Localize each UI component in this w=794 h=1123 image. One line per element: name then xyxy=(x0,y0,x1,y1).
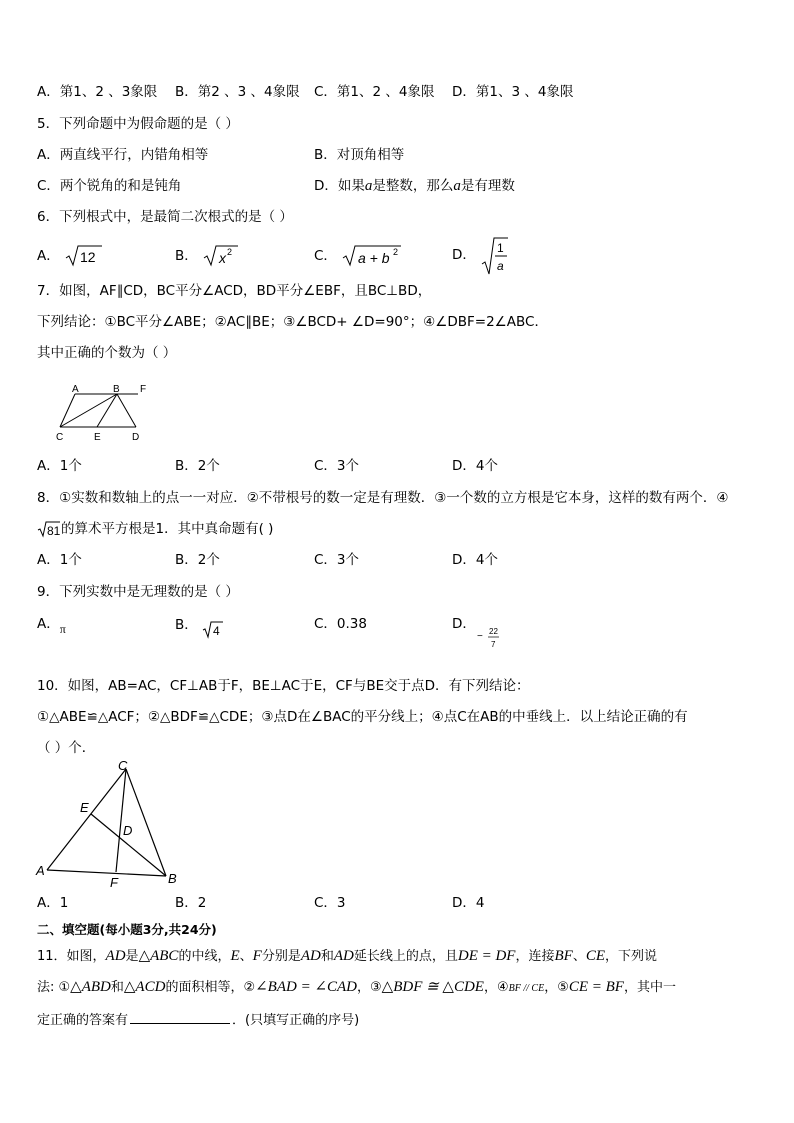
q10-option-a: A．1 xyxy=(37,895,69,911)
q11-line1 xyxy=(37,947,657,966)
q10-label-b: B xyxy=(168,871,177,886)
q6-b-exp: 2 xyxy=(227,247,233,257)
q11-math: △BDF ≅ △CDE xyxy=(381,979,484,995)
q6-d-label: D． xyxy=(452,247,476,263)
q11-math: △ACD xyxy=(123,979,166,995)
q6-option-b xyxy=(175,244,242,268)
q10-conclusions: ①△ABE≌△ACF；②△BDF≌△CDE；③点D在∠BAC的平分线上；④点C在AB的中垂线上．以上结论正确的有 xyxy=(37,709,688,725)
q8-radical xyxy=(37,520,61,538)
q11-math: CE = BF xyxy=(568,979,624,995)
q6-stem: 6．下列根式中，是最简二次根式的是（ ） xyxy=(37,209,293,225)
q9-option-b xyxy=(175,615,224,638)
q6-c-label: C． xyxy=(314,248,337,264)
q9-a-label: A． xyxy=(37,616,60,632)
q11-math: △ABD xyxy=(70,979,111,995)
q11-t: ，③ xyxy=(357,980,382,995)
q5-option-c: C．两个锐角的和是钝角 xyxy=(37,178,182,194)
q11-math: AD xyxy=(300,948,321,964)
q9-d-sign: − xyxy=(477,631,483,642)
q8-option-c: C．3个 xyxy=(314,552,360,568)
q11-math: F xyxy=(252,948,262,964)
q10-label-c: C xyxy=(118,758,128,773)
q9-a-value: π xyxy=(59,622,66,636)
q6-d-den: a xyxy=(497,259,504,273)
q6-d-num: 1 xyxy=(497,241,504,255)
q7-option-a: A．1个 xyxy=(37,458,82,474)
q10-line-ac xyxy=(47,769,126,870)
q7-line-be xyxy=(97,394,117,427)
q8-line2 xyxy=(37,520,273,538)
q5-option-d xyxy=(314,177,515,195)
q11-t: 的中线， xyxy=(178,949,231,964)
q7-label-b: B xyxy=(113,384,120,395)
q11-math: BF xyxy=(554,948,573,964)
q10-label-d: D xyxy=(123,823,133,838)
q5-d-var1: a xyxy=(364,178,373,194)
q9-option-c: C．0.38 xyxy=(314,616,367,632)
q4-option-c: C．第1、2 、4象限 xyxy=(314,84,435,100)
q4-option-b: B．第2 、3 、4象限 xyxy=(175,84,300,100)
q11-math: ∠BAD = ∠CAD xyxy=(255,979,358,995)
q9-option-d xyxy=(452,615,498,649)
q7-line-bd xyxy=(117,394,136,427)
q11-line3 xyxy=(37,1009,359,1030)
q10-line-ab xyxy=(47,870,166,876)
q7-line-ac xyxy=(60,394,75,427)
q11-t: 定正确的答案有 xyxy=(37,1013,129,1028)
q11-t: ，下列说 xyxy=(605,949,658,964)
q4-option-a: A．第1、2 、3象限 xyxy=(37,84,158,100)
q11-t: 11．如图， xyxy=(37,949,106,964)
q9-d-num: 22 xyxy=(489,627,498,636)
q11-t: 、 xyxy=(572,949,586,964)
q11-answer-blank[interactable] xyxy=(130,1009,230,1024)
q9-b-radical xyxy=(202,619,224,639)
q5-d-post: 是有理数 xyxy=(460,178,515,194)
q11-math: BF // CE xyxy=(508,983,545,994)
q7-label-e: E xyxy=(94,432,101,443)
q7-option-c: C．3个 xyxy=(314,458,360,474)
q7-conclusions: 下列结论：①BC平分∠ABE；②AC∥BE；③∠BCD+ ∠D=90°；④∠DBF=2∠ABC． xyxy=(37,314,548,330)
q4-option-d: D．第1、3 、4象限 xyxy=(452,84,574,100)
q11-t: 和 xyxy=(110,980,124,995)
q8-line1: 8．①实数和数轴上的点一一对应．②不带根号的数一定是有理数．③一个数的立方根是它本身，这样的数有两个．④ xyxy=(37,490,729,506)
q9-d-label: D． xyxy=(452,616,476,632)
q10-stem: 10．如图，AB=AC，CF⊥AB于F，BE⊥AC于E，CF与BE交于点D．有下列结论： xyxy=(37,678,530,694)
q10-figure xyxy=(34,758,184,890)
q8-option-a: A．1个 xyxy=(37,552,82,568)
q6-option-a xyxy=(37,244,104,268)
q7-option-d: D．4个 xyxy=(452,458,498,474)
q10-label-a: A xyxy=(36,863,45,878)
q8-radicand: 81 xyxy=(47,524,61,538)
q8-line2-text: 的算术平方根是1．其中真命题有( ) xyxy=(61,521,274,537)
q9-b-label: B． xyxy=(175,617,198,633)
q9-stem: 9．下列实数中是无理数的是（ ） xyxy=(37,584,239,600)
q11-t: 法: ① xyxy=(37,980,71,995)
q11-math: E xyxy=(230,948,240,964)
q7-label-d: D xyxy=(132,432,140,443)
q5-stem: 5．下列命题中为假命题的是（ ） xyxy=(37,116,239,132)
q11-t: 延长线上的点，且 xyxy=(353,949,458,964)
q7-option-b: B．2个 xyxy=(175,458,220,474)
q7-label-f: F xyxy=(140,384,147,395)
q10-label-f: F xyxy=(110,875,118,890)
q6-d-radical xyxy=(480,236,510,276)
q6-b-radical xyxy=(202,244,242,268)
q10-option-c: C．3 xyxy=(314,895,346,911)
q11-t: ．(只填写正确的序号) xyxy=(232,1013,360,1028)
q11-t: ，④ xyxy=(483,980,509,995)
q6-a-radical xyxy=(64,244,104,268)
q10-line-cf xyxy=(116,769,126,872)
q11-t: ，其中一 xyxy=(623,980,676,995)
q5-d-var2: a xyxy=(453,178,461,194)
q6-c-radical xyxy=(341,244,403,268)
q11-math: DE = DF xyxy=(457,948,516,964)
q10-option-d: D．4 xyxy=(452,895,485,911)
q6-a-label: A． xyxy=(37,248,60,264)
q5-option-a: A．两直线平行，内错角相等 xyxy=(37,147,209,163)
q5-option-b: B．对顶角相等 xyxy=(314,147,405,163)
q11-line2 xyxy=(37,978,676,998)
q11-t: 是 xyxy=(125,949,139,964)
q6-b-label: B． xyxy=(175,248,198,264)
q11-t: 、 xyxy=(239,949,253,964)
q7-figure xyxy=(50,383,160,445)
q6-b-base: x xyxy=(219,250,227,266)
q9-option-a xyxy=(37,615,66,636)
q11-t: 分别是 xyxy=(261,949,301,964)
q10-label-e: E xyxy=(80,800,89,815)
section-2-heading: 二、填空题(每小题3分,共24分) xyxy=(37,922,217,937)
q10-ask: （ ）个． xyxy=(37,740,96,756)
q7-line-bc xyxy=(60,394,117,427)
q6-option-d xyxy=(452,236,510,276)
q11-t: ，⑤ xyxy=(544,980,569,995)
q11-t: 和 xyxy=(320,949,334,964)
q9-d-fraction xyxy=(477,623,507,653)
q11-math: CE xyxy=(585,948,606,964)
q11-t: ，连接 xyxy=(515,949,555,964)
q8-option-d: D．4个 xyxy=(452,552,498,568)
q7-label-a: A xyxy=(72,384,79,395)
q5-d-mid: 是整数，那么 xyxy=(372,178,454,194)
q7-stem: 7．如图，AF∥CD，BC平分∠ACD，BD平分∠EBF，且BC⊥BD， xyxy=(37,283,432,299)
q11-t: 的面积相等，② xyxy=(165,980,256,995)
q6-a-radicand: 12 xyxy=(80,249,96,265)
q11-math: AD xyxy=(333,948,354,964)
q11-math: △ABC xyxy=(138,948,179,964)
q5-d-pre: D．如果 xyxy=(314,178,365,194)
q8-option-b: B．2个 xyxy=(175,552,220,568)
q10-option-b: B．2 xyxy=(175,895,207,911)
q9-d-den: 7 xyxy=(491,640,496,649)
q6-c-exp: 2 xyxy=(393,247,399,257)
q7-label-c: C xyxy=(56,432,64,443)
q11-math: AD xyxy=(105,948,126,964)
q6-c-radicand: a + b xyxy=(358,250,390,266)
q9-b-radicand: 4 xyxy=(213,624,220,638)
q6-option-c xyxy=(314,244,403,268)
q7-ask: 其中正确的个数为（ ） xyxy=(37,345,177,361)
